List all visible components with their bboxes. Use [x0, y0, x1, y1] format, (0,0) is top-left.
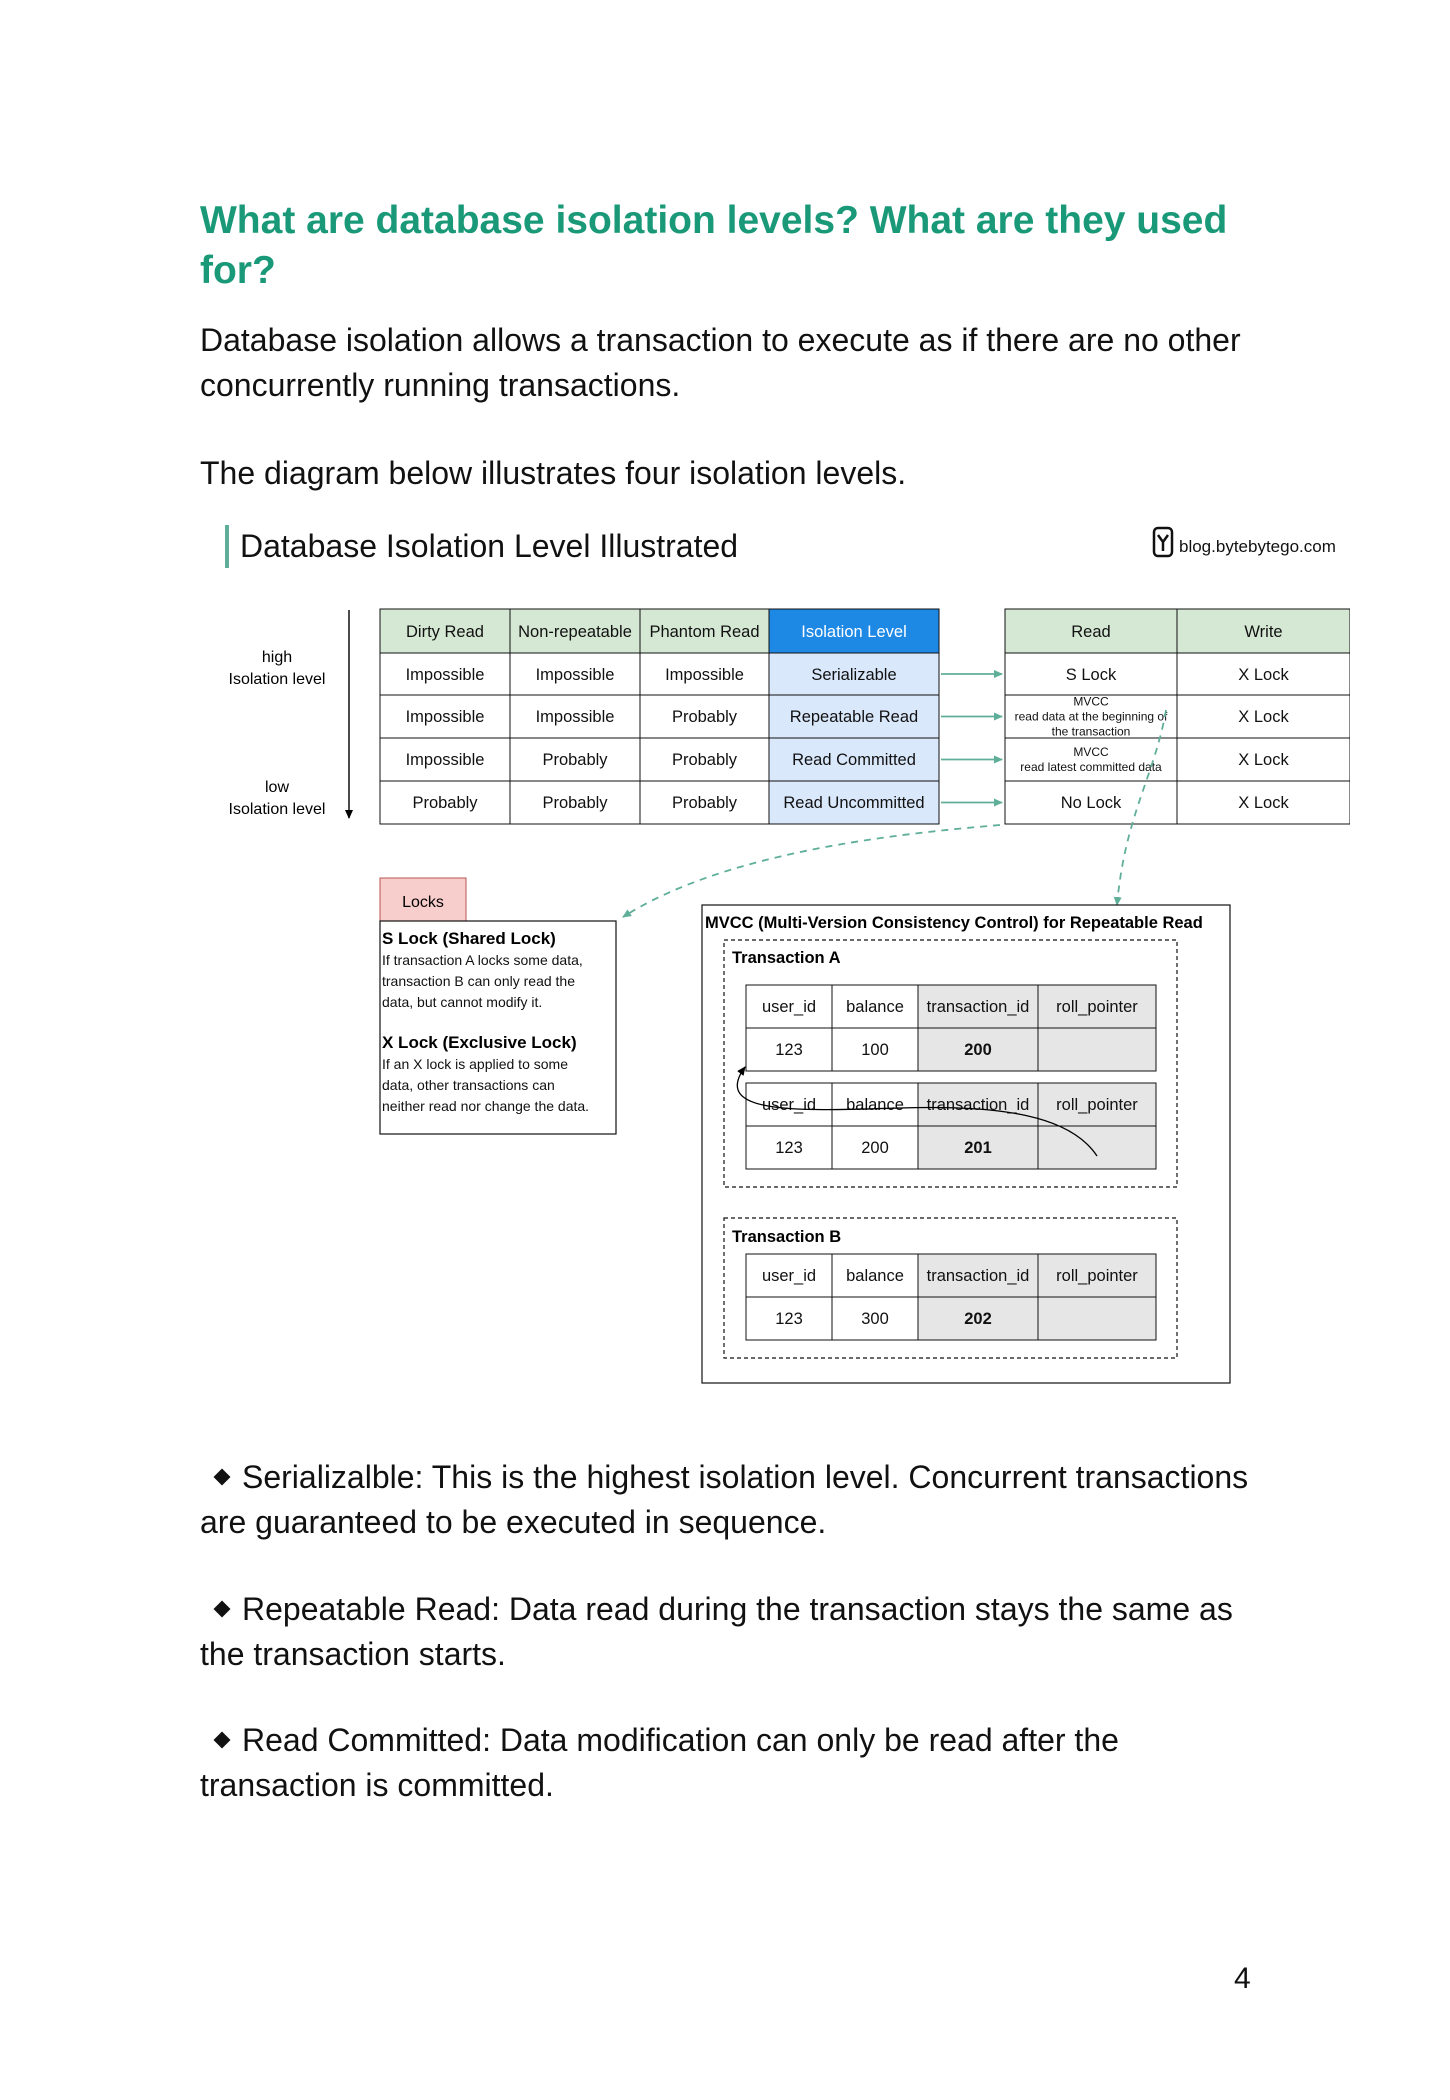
mvcc-value-label: 123 — [775, 1041, 803, 1059]
phenomena-header-label: Phantom Read — [649, 623, 760, 641]
write-lock-label: X Lock — [1238, 708, 1289, 726]
isolation-bullet — [200, 1587, 1280, 1677]
mvcc-header-label: balance — [846, 1096, 904, 1114]
mvcc-header-label: user_id — [761, 1096, 817, 1114]
x-lock-title: X Lock (Exclusive Lock) — [382, 1033, 577, 1052]
mvcc-value-cell — [1038, 1126, 1156, 1169]
mvcc-value-label: 200 — [861, 1139, 889, 1157]
isolation-level-label: Serializable — [811, 666, 897, 684]
mvcc-header-label: transaction_id — [926, 1096, 1030, 1114]
phenomena-table — [380, 609, 939, 824]
bullet-text: This is the highest isolation level. Concurrent transactions are guaranteed to be executed in sequence. — [200, 1459, 1249, 1540]
phenomena-header-label: Dirty Read — [406, 623, 484, 641]
mvcc-header-label: roll_pointer — [1056, 1267, 1138, 1285]
phenomena-label: Impossible — [665, 666, 744, 684]
mvcc-value-label: 201 — [964, 1139, 992, 1157]
phenomena-label: Impossible — [405, 666, 485, 684]
axis-high-sublabel: Isolation level — [228, 671, 326, 688]
bullet-term: Serializalble: — [242, 1459, 424, 1495]
write-lock-label: X Lock — [1238, 794, 1289, 812]
read-lock-label: MVCC — [1073, 694, 1109, 709]
phenomena-label: Probably — [671, 794, 738, 812]
read-lock-label: read data at the beginning of — [1014, 709, 1168, 724]
write-lock-label: X Lock — [1238, 751, 1289, 769]
mvcc-value-label: 200 — [964, 1041, 992, 1059]
read-lock-label: the transaction — [1051, 724, 1131, 739]
mvcc-header-label: user_id — [761, 1267, 817, 1285]
mvcc-value-cell — [1038, 1028, 1156, 1071]
mvcc-value-label: 100 — [861, 1041, 889, 1059]
isolation-bullet — [200, 1455, 1280, 1545]
axis-low-sublabel: Isolation level — [228, 801, 326, 818]
phenomena-label: Impossible — [535, 666, 615, 684]
phenomena-header-label: Isolation Level — [801, 623, 907, 641]
isolation-level-diagram — [200, 515, 1350, 1397]
rw-header-label: Write — [1244, 623, 1283, 641]
bullet-text: Data modification can only be read after the transaction is committed. — [200, 1722, 1119, 1803]
diamond-bullet-icon — [214, 1601, 231, 1618]
axis-low-label: low — [264, 779, 290, 796]
mvcc-header-label: roll_pointer — [1056, 1096, 1138, 1114]
s-lock-line: transaction B can only read the — [382, 973, 576, 989]
intro-paragraph: Database isolation allows a transaction to execute as if there are no other concurrently running transactions. — [200, 322, 1241, 403]
phenomena-label: Probably — [412, 794, 478, 812]
read-lock-label: No Lock — [1060, 794, 1122, 812]
page-heading: What are database isolation levels? What are they used for? — [200, 199, 1228, 292]
bytebytego-logo-icon — [1154, 528, 1172, 556]
isolation-bullet — [200, 1718, 1280, 1808]
phenomena-label: Impossible — [405, 708, 485, 726]
phenomena-header-label: Non-repeatable — [518, 623, 632, 641]
transaction-a-label: Transaction A — [732, 949, 841, 967]
read-lock-label: read latest committed data — [1020, 760, 1162, 774]
mvcc-header-label: user_id — [761, 998, 817, 1016]
read-write-lock-table — [1005, 609, 1350, 824]
mvcc-header-label: balance — [846, 1267, 904, 1285]
brand-url: blog.bytebytego.com — [1179, 537, 1336, 556]
locks-tab-label: Locks — [402, 894, 444, 911]
isolation-axis — [229, 610, 349, 818]
diamond-bullet-icon — [214, 1469, 231, 1486]
mvcc-header-label: transaction_id — [926, 1267, 1030, 1285]
bullet-term: Read Committed: — [242, 1722, 491, 1758]
bullet-term: Repeatable Read: — [242, 1591, 500, 1627]
mvcc-value-cell — [1038, 1297, 1156, 1340]
phenomena-label: Probably — [542, 794, 608, 812]
s-lock-title: S Lock (Shared Lock) — [382, 929, 556, 948]
x-lock-line: If an X lock is applied to some — [382, 1056, 568, 1072]
bullet-text: Data read during the transaction stays the same as the transaction starts. — [200, 1591, 1233, 1672]
title-accent-bar — [225, 525, 229, 568]
diagram-intro-paragraph: The diagram below illustrates four isolation levels. — [200, 455, 907, 491]
page-number: 4 — [1234, 1962, 1251, 1995]
phenomena-label: Probably — [671, 708, 738, 726]
isolation-level-label: Read Committed — [792, 751, 916, 769]
mvcc-header-label: balance — [846, 998, 904, 1016]
mvcc-value-label: 123 — [775, 1139, 803, 1157]
phenomena-label: Probably — [671, 751, 738, 769]
x-lock-line: data, other transactions can — [382, 1077, 555, 1093]
mvcc-value-label: 202 — [964, 1310, 992, 1328]
s-lock-line: If transaction A locks some data, — [382, 952, 583, 968]
isolation-level-label: Read Uncommitted — [783, 794, 925, 812]
phenomena-label: Impossible — [535, 708, 615, 726]
diagram-title: Database Isolation Level Illustrated — [240, 528, 739, 564]
locks-connector-arrow — [623, 825, 1000, 917]
mvcc-title: MVCC (Multi-Version Consistency Control) for Repeatable Read — [705, 914, 1203, 932]
mvcc-panel — [702, 905, 1230, 1383]
locks-panel — [380, 878, 616, 1134]
rw-header-label: Read — [1071, 623, 1111, 641]
axis-high-label: high — [261, 649, 293, 666]
mvcc-value-label: 300 — [861, 1310, 889, 1328]
transaction-b-label: Transaction B — [732, 1228, 842, 1246]
diamond-bullet-icon — [214, 1732, 231, 1749]
level-to-lock-arrows — [941, 674, 1002, 803]
phenomena-label: Impossible — [405, 751, 485, 769]
phenomena-label: Probably — [542, 751, 608, 769]
mvcc-header-label: roll_pointer — [1056, 998, 1138, 1016]
write-lock-label: X Lock — [1238, 666, 1289, 684]
x-lock-line: neither read nor change the data. — [382, 1098, 590, 1114]
s-lock-line: data, but cannot modify it. — [382, 994, 543, 1010]
read-lock-label: S Lock — [1065, 666, 1117, 684]
mvcc-value-label: 123 — [775, 1310, 803, 1328]
read-lock-label: MVCC — [1073, 745, 1109, 759]
mvcc-header-label: transaction_id — [926, 998, 1030, 1016]
isolation-level-label: Repeatable Read — [789, 708, 919, 726]
